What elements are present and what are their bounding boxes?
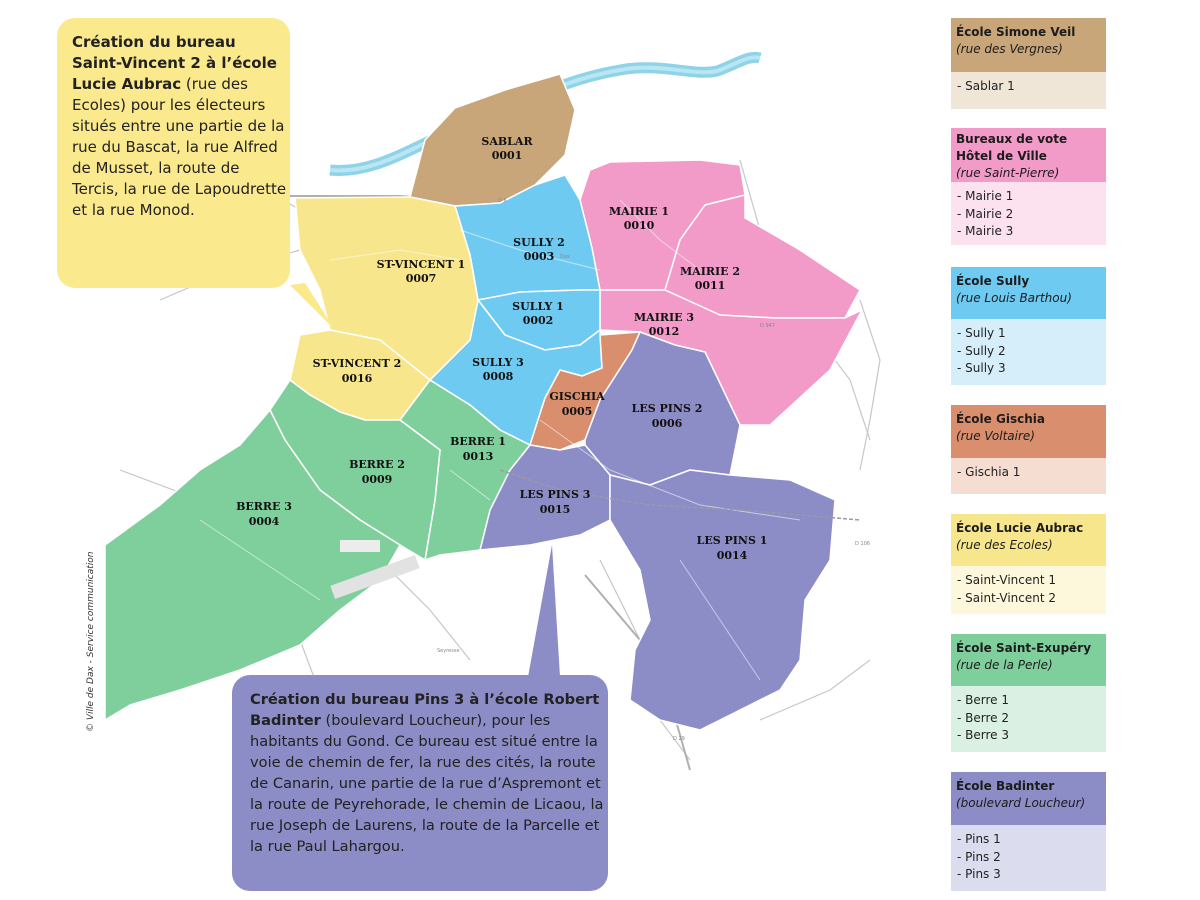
legend-item: - Pins 2 xyxy=(957,849,1001,864)
callout-top-title: Création du bureau Saint-Vincent 2 à l’école Lucie Aubrac xyxy=(72,33,277,93)
legend-item: - Berre 3 xyxy=(957,728,1009,742)
code-les-pins-1: 0014 xyxy=(716,549,748,562)
legend-item: - Saint-Vincent 1 xyxy=(957,573,1057,587)
code-sully-2: 0003 xyxy=(523,250,555,263)
callout-st-vincent-2 xyxy=(57,18,290,288)
label-mairie-3: MAIRIE 3 xyxy=(633,311,695,324)
legend-card-body xyxy=(951,825,1106,891)
legend-subtitle: (rue de la Perle) xyxy=(956,658,1053,672)
label-sully-2: SULLY 2 xyxy=(513,236,565,249)
legend-card-badinter xyxy=(951,772,1106,891)
code-st-vincent-2: 0016 xyxy=(341,372,373,385)
legend-subtitle: (rue des Ecoles) xyxy=(956,538,1053,552)
legend-card-body xyxy=(951,182,1106,245)
callout-bottom-pointer xyxy=(528,545,560,677)
legend-card-body xyxy=(951,72,1106,109)
legend-card-head xyxy=(951,405,1106,458)
label-gischia: GISCHIA xyxy=(549,390,605,403)
callout-bottom-title: Création du bureau Pins 3 à l’école Robert Badinter xyxy=(250,691,600,729)
legend-subtitle: (rue des Vergnes) xyxy=(956,42,1063,56)
code-sablar: 0001 xyxy=(491,149,523,162)
district-les-pins-1[interactable] xyxy=(610,470,835,730)
map-label-d947: D 947 xyxy=(760,323,775,329)
legend-title: École Simone Veil xyxy=(956,25,1076,39)
legend-subtitle: (boulevard Loucheur) xyxy=(956,796,1086,810)
legend-item: - Sully 2 xyxy=(957,343,1006,358)
code-berre-3: 0004 xyxy=(248,515,280,528)
legend-item: - Mairie 3 xyxy=(957,224,1014,238)
legend-title: École Lucie Aubrac xyxy=(956,521,1084,535)
label-sully-3: SULLY 3 xyxy=(472,356,524,369)
label-mairie-1: MAIRIE 1 xyxy=(608,205,670,218)
legend-title: École Sully xyxy=(956,274,1030,288)
code-gischia: 0005 xyxy=(561,405,593,418)
map-label-d6: D 6 xyxy=(498,198,507,204)
legend-subtitle: (rue Louis Barthou) xyxy=(956,291,1072,305)
legend-card-head xyxy=(951,772,1106,825)
callout-pins-3 xyxy=(232,675,608,891)
callout-bottom-body: (boulevard Loucheur), pour les habitants du Gond. Ce bureau est situé entre la voie de chemin de fer, la rue des cités, la route de Canarin, une partie de la rue d’Aspremont et la route de Peyrehorade, le chemin de Licaou, la rue Joseph de Laurens, la route de la Parcelle et la rue Paul Lahargou. xyxy=(250,712,604,855)
legend-card-head xyxy=(951,267,1106,319)
map-label-d106: D 106 xyxy=(855,541,870,547)
code-les-pins-2: 0006 xyxy=(651,417,683,430)
label-st-vincent-1: ST-VINCENT 1 xyxy=(376,258,466,271)
legend-card-body xyxy=(951,458,1106,494)
legend-item: - Sully 3 xyxy=(957,361,1006,375)
label-st-vincent-2: ST-VINCENT 2 xyxy=(312,357,402,370)
legend-subtitle: (rue Saint-Pierre) xyxy=(956,166,1060,180)
label-berre-3: BERRE 3 xyxy=(236,500,292,513)
code-mairie-1: 0010 xyxy=(623,219,655,232)
code-st-vincent-1: 0007 xyxy=(405,272,437,285)
legend-card-head xyxy=(951,128,1106,182)
label-berre-1: BERRE 1 xyxy=(450,435,506,448)
legend-item: - Saint-Vincent 2 xyxy=(957,590,1057,605)
callout-top-body: (rue des Ecoles) pour les électeurs situés entre une partie de la rue du Bascat, la rue Alfred de Musset, la route de Tercis, la rue de Lapoudrette et la rue Monod. xyxy=(72,75,287,219)
legend-subtitle: (rue Voltaire) xyxy=(956,429,1035,443)
code-mairie-3: 0012 xyxy=(648,325,680,338)
label-sablar: SABLAR xyxy=(481,135,533,148)
legend-card-body xyxy=(951,319,1106,385)
label-les-pins-1: LES PINS 1 xyxy=(696,534,768,547)
map-label-seyresse: Seyresse xyxy=(437,648,460,654)
legend-item: - Pins 1 xyxy=(957,832,1001,846)
map-label-dax: Dax xyxy=(560,254,570,260)
code-sully-3: 0008 xyxy=(482,370,514,383)
code-berre-1: 0013 xyxy=(462,450,494,463)
legend-card-head xyxy=(951,634,1106,686)
label-sully-1: SULLY 1 xyxy=(512,300,564,313)
legend-card-hotel-de-ville xyxy=(951,128,1106,245)
code-les-pins-3: 0015 xyxy=(539,503,571,516)
legend-item: - Berre 1 xyxy=(957,693,1009,707)
legend-item: - Sully 1 xyxy=(957,326,1006,340)
credit-text: © Ville de Dax - Service communication xyxy=(86,551,96,732)
legend-title: École Saint-Exupéry xyxy=(956,641,1092,655)
legend-item: - Mairie 2 xyxy=(957,206,1014,221)
label-mairie-2: MAIRIE 2 xyxy=(679,265,741,278)
legend-card-body xyxy=(951,566,1106,614)
legend-title: École Gischia xyxy=(956,412,1045,426)
legend-card-gischia xyxy=(951,405,1106,494)
legend-item: - Mairie 1 xyxy=(957,189,1014,203)
legend-card-head xyxy=(951,514,1106,566)
label-les-pins-2: LES PINS 2 xyxy=(631,402,703,415)
legend-card-saint-exupery xyxy=(951,634,1106,752)
label-les-pins-3: LES PINS 3 xyxy=(519,488,591,501)
legend-title: Bureaux de vote Hôtel de Ville xyxy=(956,132,1068,163)
legend-card-head xyxy=(951,18,1106,72)
legend-card-body xyxy=(951,686,1106,752)
label-berre-2: BERRE 2 xyxy=(349,458,405,471)
legend-item: - Sablar 1 xyxy=(957,79,1015,93)
code-mairie-2: 0011 xyxy=(694,279,726,292)
code-sully-1: 0002 xyxy=(522,314,554,327)
legend-item: - Berre 2 xyxy=(957,710,1009,725)
legend-item: - Pins 3 xyxy=(957,867,1001,881)
map-label-d29: D 29 xyxy=(673,736,685,742)
legend-card-simone-veil xyxy=(951,18,1106,109)
legend-card-lucie-aubrac xyxy=(951,514,1106,614)
legend-title: École Badinter xyxy=(956,779,1055,793)
legend-item: - Gischia 1 xyxy=(957,465,1021,479)
code-berre-2: 0009 xyxy=(361,473,393,486)
legend-card-sully xyxy=(951,267,1106,385)
